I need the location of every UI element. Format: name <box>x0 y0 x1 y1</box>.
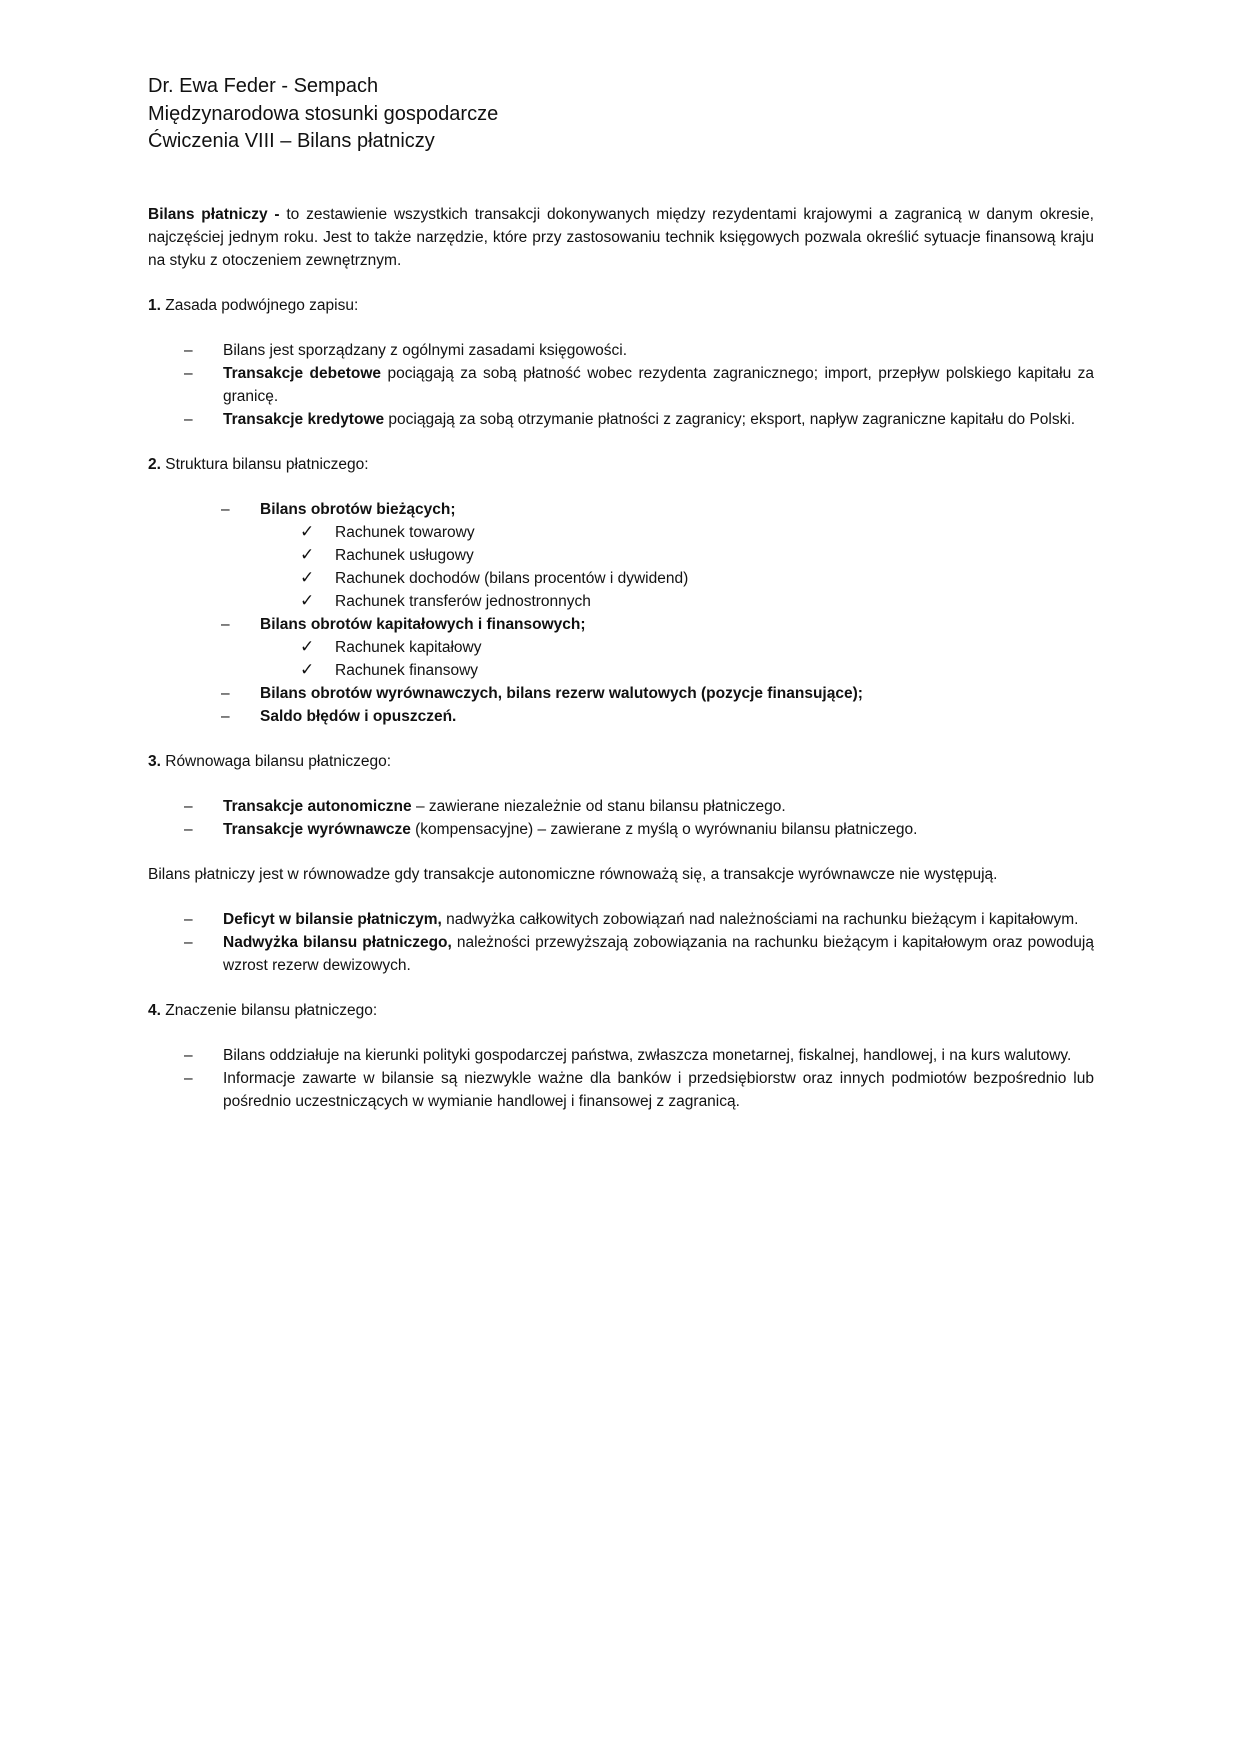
list-item: – Transakcje debetowe pociągają za sobą płatność wobec rezydenta zagranicznego; import, przepływ polskiego kapitału za granicę. <box>148 362 1094 408</box>
list-item: – Bilans obrotów wyrównawczych, bilans rezerw walutowych (pozycje finansujące); <box>148 682 1094 705</box>
intro-paragraph <box>148 203 1094 272</box>
course-line: Międzynarodowa stosunki gospodarcze <box>148 102 499 125</box>
section-number: 4. <box>148 1002 161 1019</box>
sub-list-item: ✓ Rachunek transferów jednostronnych <box>300 591 591 610</box>
section-number: 2. <box>148 456 161 473</box>
section-4-title <box>148 999 1094 1022</box>
sub-list-item: ✓ Rachunek finansowy <box>300 660 479 679</box>
checkmark-icon: ✓ <box>300 591 315 610</box>
sub-list-item: ✓ Rachunek kapitałowy <box>300 637 482 656</box>
section-2-title <box>148 453 1094 476</box>
checkmark-icon: ✓ <box>300 637 315 656</box>
section-number: 3. <box>148 753 161 770</box>
intro-term: Bilans płatniczy - <box>148 206 280 223</box>
list-item: – Transakcje autonomiczne – zawierane niezależnie od stanu bilansu płatniczego. <box>148 795 1094 818</box>
section-1-list <box>148 339 1094 431</box>
list-item: – Bilans obrotów bieżących; ✓ Rachunek towarowy ✓ Rachunek usługowy ✓ Rachunek dochodów (bilans procentów i dywidend) ✓ Rachunek transferów jednostronnych <box>148 498 1094 613</box>
topic-line: Ćwiczenia VIII – Bilans płatniczy <box>148 130 435 152</box>
document-body <box>148 203 1094 1113</box>
section-1-title <box>148 294 1094 317</box>
list-item: – Transakcje kredytowe pociągają za sobą otrzymanie płatności z zagranicy; eksport, napływ zagraniczne kapitału do Polski. <box>148 408 1094 431</box>
section-4-list <box>148 1044 1094 1113</box>
section-title-text: Równowaga bilansu płatniczego: <box>160 753 392 770</box>
list-item: – Transakcje wyrównawcze (kompensacyjne) – zawierane z myślą o wyrównaniu bilansu płatniczego. <box>148 818 1094 841</box>
section-title-text: Znaczenie bilansu płatniczego: <box>160 1002 378 1019</box>
sub-list <box>260 521 1094 613</box>
list-item: – Deficyt w bilansie płatniczym, nadwyżka całkowitych zobowiązań nad należnościami na rachunku bieżącym i kapitałowym. <box>148 908 1094 931</box>
section-2-list <box>148 498 1094 728</box>
sub-list-item: ✓ Rachunek towarowy <box>300 522 475 541</box>
list-item: – Nadwyżka bilansu płatniczego, należności przewyższają zobowiązania na rachunku bieżącym i kapitałowym oraz powodują wzrost rezerw dewizowych. <box>148 931 1094 977</box>
sub-list <box>260 636 1094 682</box>
section-3-list-2 <box>148 908 1094 977</box>
checkmark-icon: ✓ <box>300 522 315 541</box>
checkmark-icon: ✓ <box>300 545 315 564</box>
sub-list-item: ✓ Rachunek usługowy <box>300 545 474 564</box>
list-item: – Bilans obrotów kapitałowych i finansowych; ✓ Rachunek kapitałowy ✓ Rachunek finansowy <box>148 613 1094 682</box>
list-item: – Informacje zawarte w bilansie są niezwykle ważne dla banków i przedsiębiorstw oraz innych podmiotów bezpośrednio lub pośrednio uczestniczących w wymianie handlowej i finansowej z zagranicą. <box>148 1067 1094 1113</box>
sub-list-item: ✓ Rachunek dochodów (bilans procentów i dywidend) <box>300 568 689 587</box>
checkmark-icon: ✓ <box>300 660 315 679</box>
document-header <box>148 73 498 156</box>
list-item: – Saldo błędów i opuszczeń. <box>148 705 1094 728</box>
equilibrium-paragraph: Bilans płatniczy jest w równowadze gdy transakcje autonomiczne równoważą się, a transakcje wyrównawcze nie występują. <box>148 866 998 883</box>
section-3-title <box>148 750 1094 773</box>
list-item: – Bilans jest sporządzany z ogólnymi zasadami księgowości. <box>148 339 1094 362</box>
intro-text: to zestawienie wszystkich transakcji dokonywanych między rezydentami krajowymi a zagranicą w danym okresie, najczęściej jednym roku. Jest to także narzędzie, które przy zastosowaniu technik księgowych pozwala określić sytuacje finansową kraju na styku z otoczeniem zewnętrznym. <box>148 206 1094 269</box>
checkmark-icon: ✓ <box>300 568 315 587</box>
section-title-text: Zasada podwójnego zapisu: <box>160 297 359 314</box>
section-number: 1. <box>148 297 161 314</box>
section-title-text: Struktura bilansu płatniczego: <box>160 456 369 473</box>
list-item: – Bilans oddziałuje na kierunki polityki gospodarczej państwa, zwłaszcza monetarnej, fiskalnej, handlowej, i na kurs walutowy. <box>148 1044 1094 1067</box>
section-3-list <box>148 795 1094 841</box>
author-line: Dr. Ewa Feder - Sempach <box>148 75 379 97</box>
